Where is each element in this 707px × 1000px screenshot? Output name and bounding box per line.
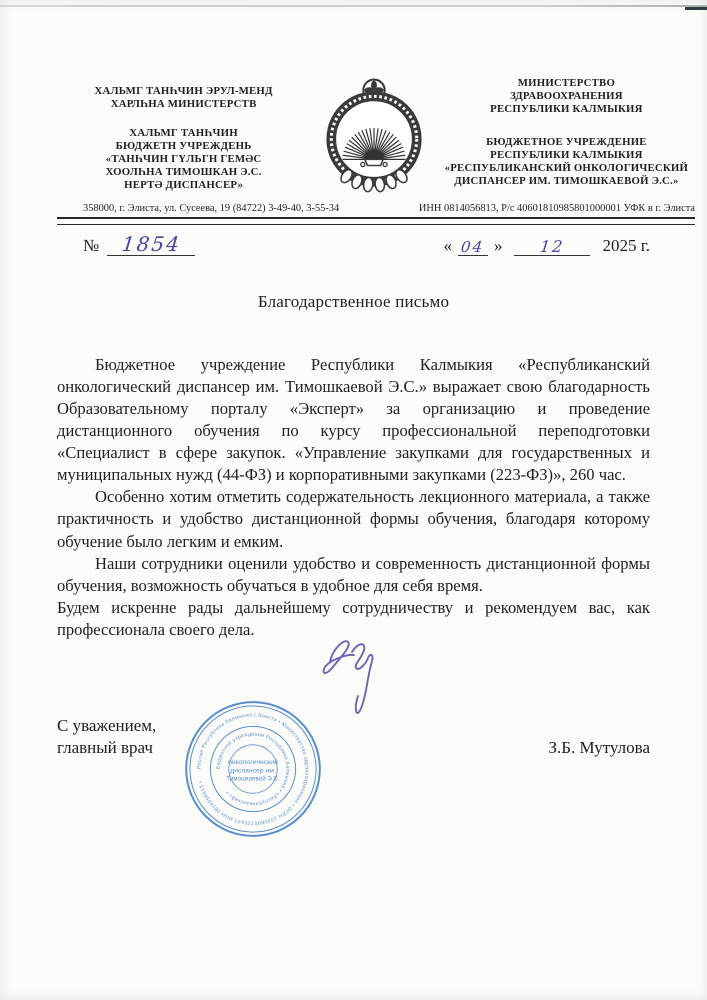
stamp-center-line: онкологический bbox=[228, 758, 278, 766]
paragraph: Бюджетное учреждение Республики Калмыкия «Республиканский онкологический диспансер им. Тимошкаевой Э.С.» выражает свою благодарность Образовательному порталу «Эксперт» за организацию и проведение дистанционного обучения по курсу профессиональной переподготовки «Специалист в сфере закупок. «Управление закупками для государственных и муниципальных нужд (44-ФЗ) и корпоративными закупками (223-ФЗ)», 260 час. bbox=[57, 355, 650, 485]
org-line: «ТАНҺЧИН ГҮЛЬГН ГЕМӘС bbox=[105, 152, 262, 165]
org-line: РЕСПУБЛИКИ КАЛМЫКИЯ bbox=[490, 102, 643, 115]
closing-line: главный врач bbox=[57, 737, 153, 757]
document-number bbox=[83, 232, 195, 256]
coat-of-arms-kalmykia-icon bbox=[310, 74, 438, 194]
paragraph: Особенно хотим отметить содержательность лекционного материала, а также практичность и удобство дистанционной формы обучения, благодаря которому обучение было легким и емким. bbox=[57, 487, 650, 551]
stamp-inner-ring-text: Бюджетное учреждение Республики Калмыкия • «Республиканский» • bbox=[215, 731, 291, 807]
year-label: 2025 г. bbox=[602, 236, 650, 255]
paragraph: Наши сотрудники оценили удобство и современность дистанционной формы обучения, возможность обучаться в удобное для себя время. bbox=[57, 553, 650, 595]
letter-body bbox=[57, 354, 650, 641]
stamp-center-line: диспансер им. bbox=[230, 767, 276, 775]
number-sign: № bbox=[83, 236, 100, 255]
org-line: БЮДЖЕТНОЕ УЧРЕЖДЕНИЕ bbox=[486, 135, 647, 148]
org-institution-ru bbox=[438, 136, 695, 188]
quote-close: » bbox=[493, 236, 503, 255]
org-line: «РЕСПУБЛИКАНСКИЙ ОНКОЛОГИЧЕСКИЙ bbox=[444, 161, 689, 174]
handwritten-month: 12 bbox=[539, 236, 566, 256]
signature-closing bbox=[57, 715, 156, 759]
stamp-center-line: Тимошкаевой Э.С. bbox=[226, 775, 280, 783]
org-name-kalmyk bbox=[57, 74, 310, 192]
signature-block bbox=[57, 715, 650, 759]
letter-content bbox=[0, 74, 707, 759]
document-date bbox=[443, 236, 650, 256]
org-line: ХООЛҺНА ТИМОШКАН Э.С. bbox=[105, 165, 262, 178]
signer-name: З.Б. Мутулова bbox=[548, 737, 650, 757]
letterhead-contact-row bbox=[57, 203, 695, 214]
org-ministry-ru bbox=[438, 77, 695, 116]
letter-title: Благодарственное письмо bbox=[257, 292, 450, 311]
handwritten-number: 1854 bbox=[120, 232, 182, 256]
official-round-stamp bbox=[182, 698, 324, 840]
org-line: ХАЛЬМГ ТАНҺЧИН ЭРУЛ-МЕНД bbox=[94, 85, 273, 97]
handwritten-day: 04 bbox=[460, 237, 486, 256]
org-bank-details: ИНН 0814056813, Р/с 40601810985801000001 УФК в г. Элиста bbox=[418, 203, 695, 214]
scan-artifact-mark bbox=[685, 7, 707, 10]
org-kalmyk-ministry bbox=[57, 85, 310, 111]
org-name-russian bbox=[438, 74, 695, 188]
org-address: 358000, г. Элиста, ул. Сусеева, 19 (84722) 3-49-40, 3-55-34 bbox=[83, 203, 340, 214]
org-line: ХАЛЬМГ ТАНҺЧИН bbox=[129, 126, 238, 139]
org-line: БЮДЖЕТН УЧРЕЖДЕНЬ bbox=[115, 139, 252, 152]
paragraph: Будем искренне рады дальнейшему сотрудничеству и рекомендуем вас, как профессионала своего дела. bbox=[57, 597, 650, 639]
reference-row bbox=[57, 232, 650, 256]
stamp-outer-ring-text: Россия Республика Калмыкия г.Элиста • Министерство здравоохранения • ОГРН 1030800720647 ИНН 0814056813 • bbox=[196, 712, 310, 826]
letterhead bbox=[57, 74, 695, 194]
org-line: МИНИСТЕРСТВО bbox=[517, 77, 616, 89]
scan-artifact-line bbox=[0, 5, 707, 7]
org-line: ЗДРАВООХРАНЕНИЯ bbox=[510, 89, 623, 102]
letterhead-divider bbox=[57, 217, 695, 225]
org-line: ХАРЛҺНА МИНИСТЕРСТВ bbox=[110, 97, 257, 110]
org-kalmyk-institution bbox=[57, 127, 310, 192]
org-line: НЕРТӘ ДИСПАНСЕР» bbox=[124, 178, 244, 191]
quote-open: « bbox=[443, 236, 452, 255]
org-line: РЕСПУБЛИКИ КАЛМЫКИЯ bbox=[490, 148, 643, 161]
org-line: ДИСПАНСЕР ИМ. ТИМОШКАЕВОЙ Э.С.» bbox=[454, 174, 679, 187]
closing-line: С уважением, bbox=[57, 715, 157, 735]
